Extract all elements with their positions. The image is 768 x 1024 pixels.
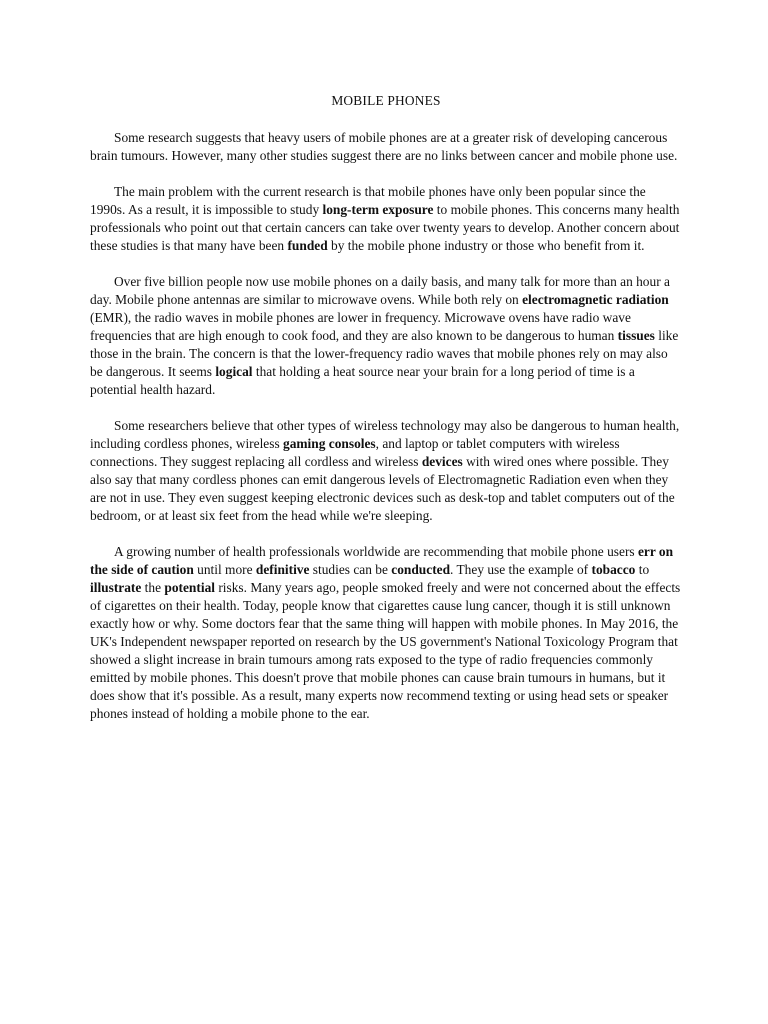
body-paragraph — [90, 183, 682, 255]
bold-term: funded — [287, 238, 328, 253]
bold-term: logical — [215, 364, 253, 379]
text-run: like those in the brain. The concern is that the lower-frequency radio waves that mobile phones rely on may also be dangerous. It seems — [90, 328, 679, 379]
document-title: MOBILE PHONES — [331, 93, 441, 108]
bold-term: electromagnetic radiation — [522, 292, 669, 307]
body-paragraph — [90, 417, 682, 525]
bold-term: err on the side of caution — [90, 544, 674, 577]
text-run: Over five billion people now use mobile phones on a daily basis, and many talk for more than an hour a day. Mobile phone antennas are similar to microwave ovens. While both rely on — [90, 274, 670, 307]
bold-term: long-term exposure — [322, 202, 434, 217]
text-run: to mobile phones. This concerns many health professionals who point out that certain cancers can take over twenty years to develop. Another concern about these studies is that many have been — [90, 202, 680, 253]
text-run: The main problem with the current research is that mobile phones have only been popular since the 1990s. As a result, it is impossible to study — [90, 184, 646, 217]
bold-term: potential — [164, 580, 215, 595]
paragraph-list — [90, 129, 682, 723]
text-run: until more — [193, 562, 256, 577]
bold-term: definitive — [255, 562, 310, 577]
text-run: (EMR), the radio waves in mobile phones are lower in frequency. Microwave ovens have radio wave frequencies that are high enough to cook food, and they are also known to be dangerous to human — [90, 310, 631, 343]
bold-term: tissues — [617, 328, 655, 343]
bold-term: tobacco — [591, 562, 636, 577]
bold-term: devices — [421, 454, 463, 469]
text-run: with wired ones where possible. They also say that many cordless phones can emit dangerous levels of Electromagnetic Radiation even when they are not in use. They even suggest keeping electronic devices such as desk-top and tablet computers out of the bedroom, or at least six feet from the head while we're sleeping. — [90, 454, 675, 523]
bold-term: gaming consoles — [283, 436, 376, 451]
text-run: by the mobile phone industry or those who benefit from it. — [327, 238, 645, 253]
text-run: , and laptop or tablet computers with wireless connections. They suggest replacing all cordless and wireless — [90, 436, 620, 469]
text-run: studies can be — [309, 562, 392, 577]
body-paragraph — [90, 273, 682, 399]
body-paragraph — [90, 129, 682, 165]
document-body — [90, 92, 682, 741]
text-run: risks. Many years ago, people smoked freely and were not concerned about the effects of cigarettes on their health. Today, people know that cigarettes cause lung cancer, though it is still unknown exactly how or why. Some doctors fear that the same thing will happen with mobile phones. In May 2016, the UK's Independent newspaper reported on research by the US government's National Toxicology Program that showed a slight increase in brain tumours among rats exposed to the type of radio frequencies commonly emitted by mobile phones. This doesn't prove that mobile phones can cause brain tumours in humans, but it does show that it's possible. As a result, many experts now recommend texting or using head sets or speaker phones instead of holding a mobile phone to the ear. — [90, 580, 681, 721]
text-run: Some researchers believe that other types of wireless technology may also be dangerous to human health, including cordless phones, wireless — [90, 418, 680, 451]
text-run: A growing number of health professionals worldwide are recommending that mobile phone users — [114, 544, 638, 559]
text-run: . They use the example of — [450, 562, 592, 577]
text-run: Some research suggests that heavy users of mobile phones are at a greater risk of developing cancerous brain tumours. However, many other studies suggest there are no links between cancer and mobile phone use. — [90, 130, 678, 163]
bold-term: illustrate — [90, 580, 142, 595]
text-run: to — [635, 562, 650, 577]
body-paragraph — [90, 543, 682, 723]
text-run: that holding a heat source near your brain for a long period of time is a potential health hazard. — [90, 364, 635, 397]
text-run: the — [141, 580, 165, 595]
bold-term: conducted — [391, 562, 451, 577]
